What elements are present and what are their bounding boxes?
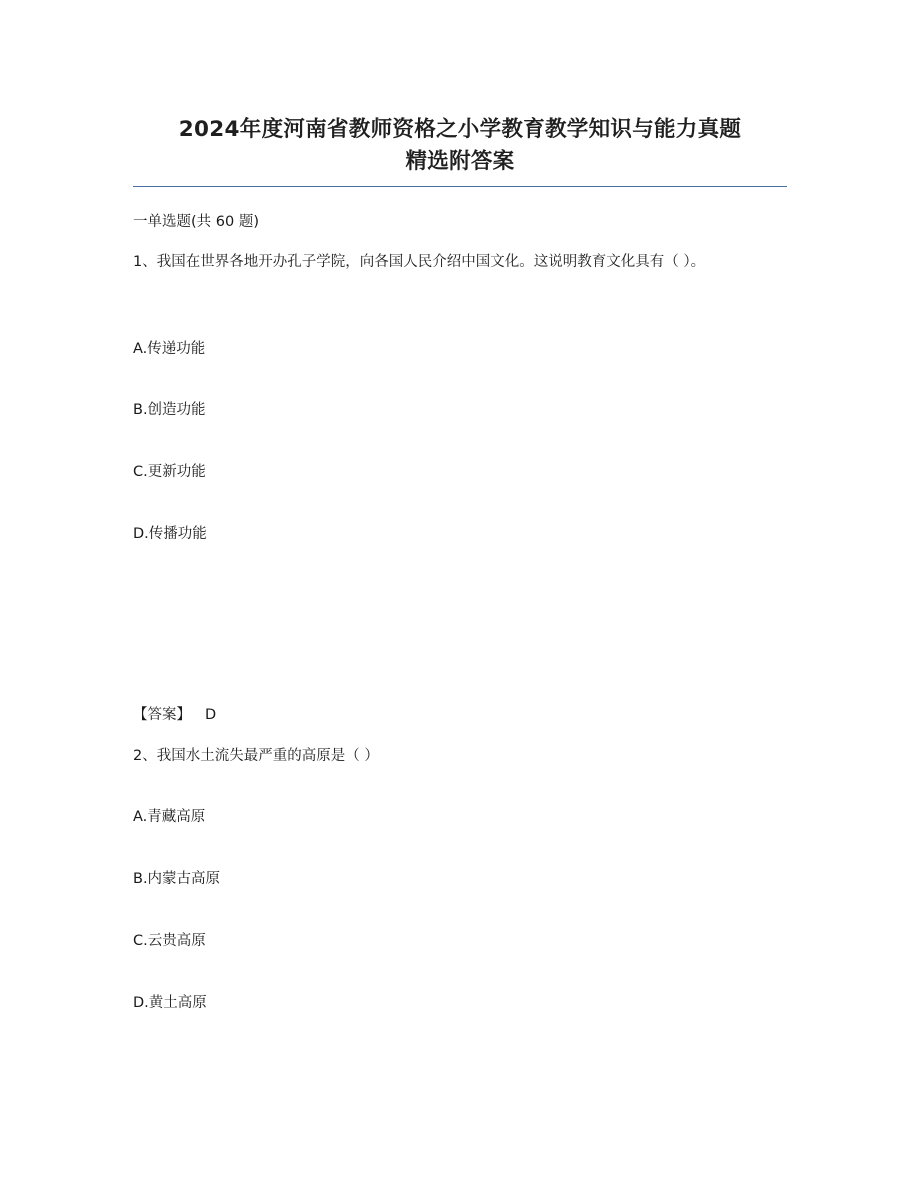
document-title-line-2: 精选附答案	[405, 149, 515, 174]
question-2-option-a: A.青藏高原	[133, 809, 206, 825]
document-title-line-1: 2024年度河南省教师资格之小学教育教学知识与能力真题	[178, 117, 742, 142]
question-2-stem: 2、我国水土流失最严重的高原是（ ）	[133, 748, 379, 764]
answer-label: 【答案】	[133, 707, 191, 723]
question-1-option-d: D.传播功能	[133, 526, 207, 542]
question-1-stem: 1、我国在世界各地开办孔子学院，向各国人民介绍中国文化。这说明教育文化具有（ ）。	[133, 254, 706, 270]
document-title	[133, 114, 787, 178]
question-1-option-a: A.传递功能	[133, 341, 206, 357]
title-divider	[133, 186, 787, 187]
question-2-option-b: B.内蒙古高原	[133, 871, 221, 887]
section-heading: 一单选题(共 60 题)	[133, 214, 259, 230]
question-2-option-c: C.云贵高原	[133, 933, 206, 949]
question-1-option-b: B.创造功能	[133, 402, 206, 418]
question-1-option-c: C.更新功能	[133, 464, 206, 480]
question-2-option-d: D.黄土高原	[133, 995, 207, 1011]
question-1-answer	[133, 704, 216, 726]
answer-value: D	[205, 707, 217, 723]
